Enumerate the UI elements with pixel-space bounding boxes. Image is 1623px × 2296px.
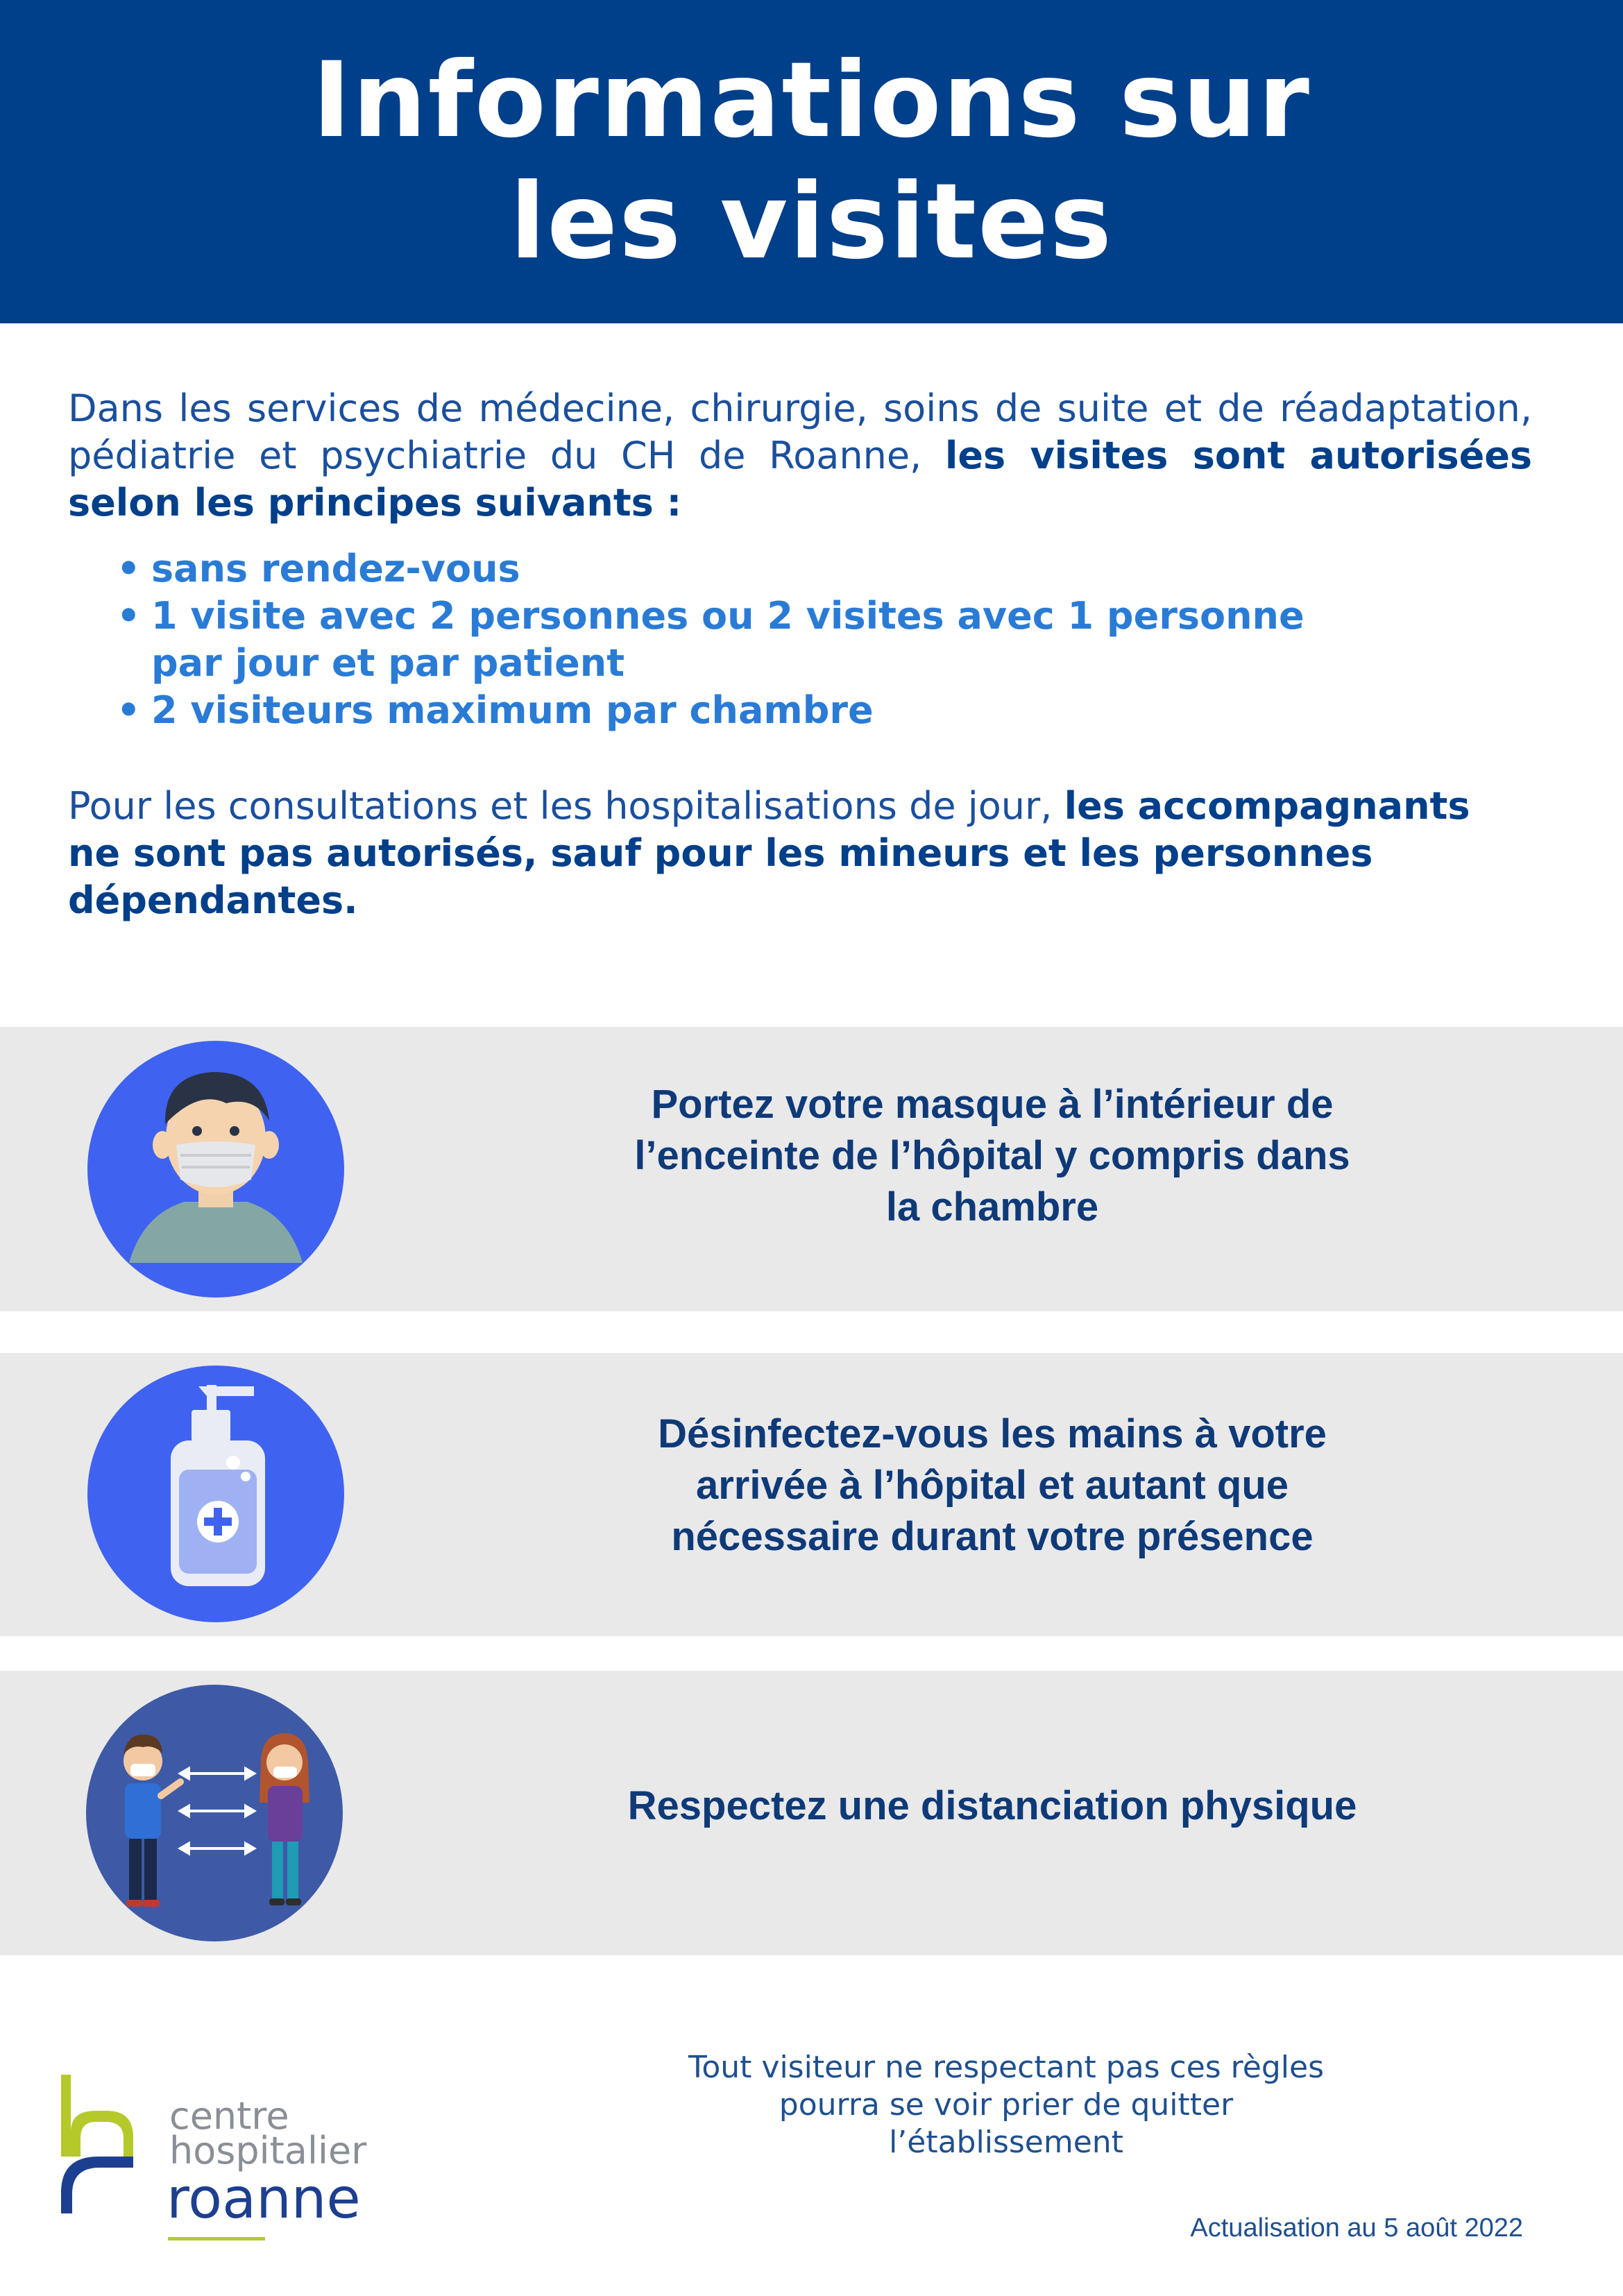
- list-item: • sans rendez-vous: [117, 545, 1435, 593]
- bullet-icon: •: [117, 688, 141, 732]
- bullet-icon: •: [117, 594, 141, 638]
- rule-band-hands: [0, 1353, 1623, 1636]
- intro-bold-text: les visites sont autorisées selon les principes suivants :: [68, 434, 1532, 525]
- logo-line-roanne: roanne: [167, 2166, 361, 2231]
- distance-rule-text: Respectez une distanciation physique: [627, 1783, 1357, 1828]
- intro-regular-text: Dans les services de médecine, chirurgie, soins de suite et de réadaptation, pédiatrie et psychiatrie du CH de Roanne,: [68, 386, 1532, 477]
- visit-rules-list: [117, 545, 1435, 734]
- list-item: • 1 visite avec 2 personnes ou 2 visites avec 1 personne par jour et par patient: [117, 594, 1305, 685]
- consult-regular-text: Pour les consultations et les hospitalisations de jour,: [68, 784, 1064, 828]
- hospital-logo: [61, 2075, 422, 2248]
- consultation-paragraph: [68, 783, 1532, 924]
- intro-paragraph: [68, 385, 1532, 527]
- physical-distance-icon: [86, 1685, 343, 1941]
- logo-line-centre: centre: [169, 2094, 289, 2138]
- masked-person-icon: [87, 1041, 344, 1298]
- hand-sanitizer-icon: [87, 1366, 344, 1622]
- rule-band-mask: [0, 1027, 1623, 1311]
- visitor-warning-note: Tout visiteur ne respectant pas ces règles pourra se voir prier de quitter l’établissement: [688, 2050, 1325, 2160]
- list-item: • 2 visiteurs maximum par chambre: [117, 687, 1435, 734]
- page-title: Informations sur les visites: [312, 40, 1311, 282]
- logo-line-hospitalier: hospitalier: [169, 2129, 367, 2172]
- bullet-icon: •: [117, 547, 141, 590]
- update-date: Actualisation au 5 août 2022: [1190, 2213, 1523, 2243]
- hands-rule-text: Désinfectez-vous les mains à votre arrivée à l’hôpital et autant que nécessaire durant votre présence: [658, 1411, 1327, 1559]
- header-banner: [0, 0, 1623, 323]
- mask-rule-text: Portez votre masque à l’intérieur de l’enceinte de l’hôpital y compris dans la chambre: [634, 1082, 1350, 1230]
- consult-bold-text: les accompagnants ne sont pas autorisés, sauf pour les mineurs et les personnes dépendantes.: [68, 784, 1470, 922]
- rule-band-distance: [0, 1671, 1623, 1955]
